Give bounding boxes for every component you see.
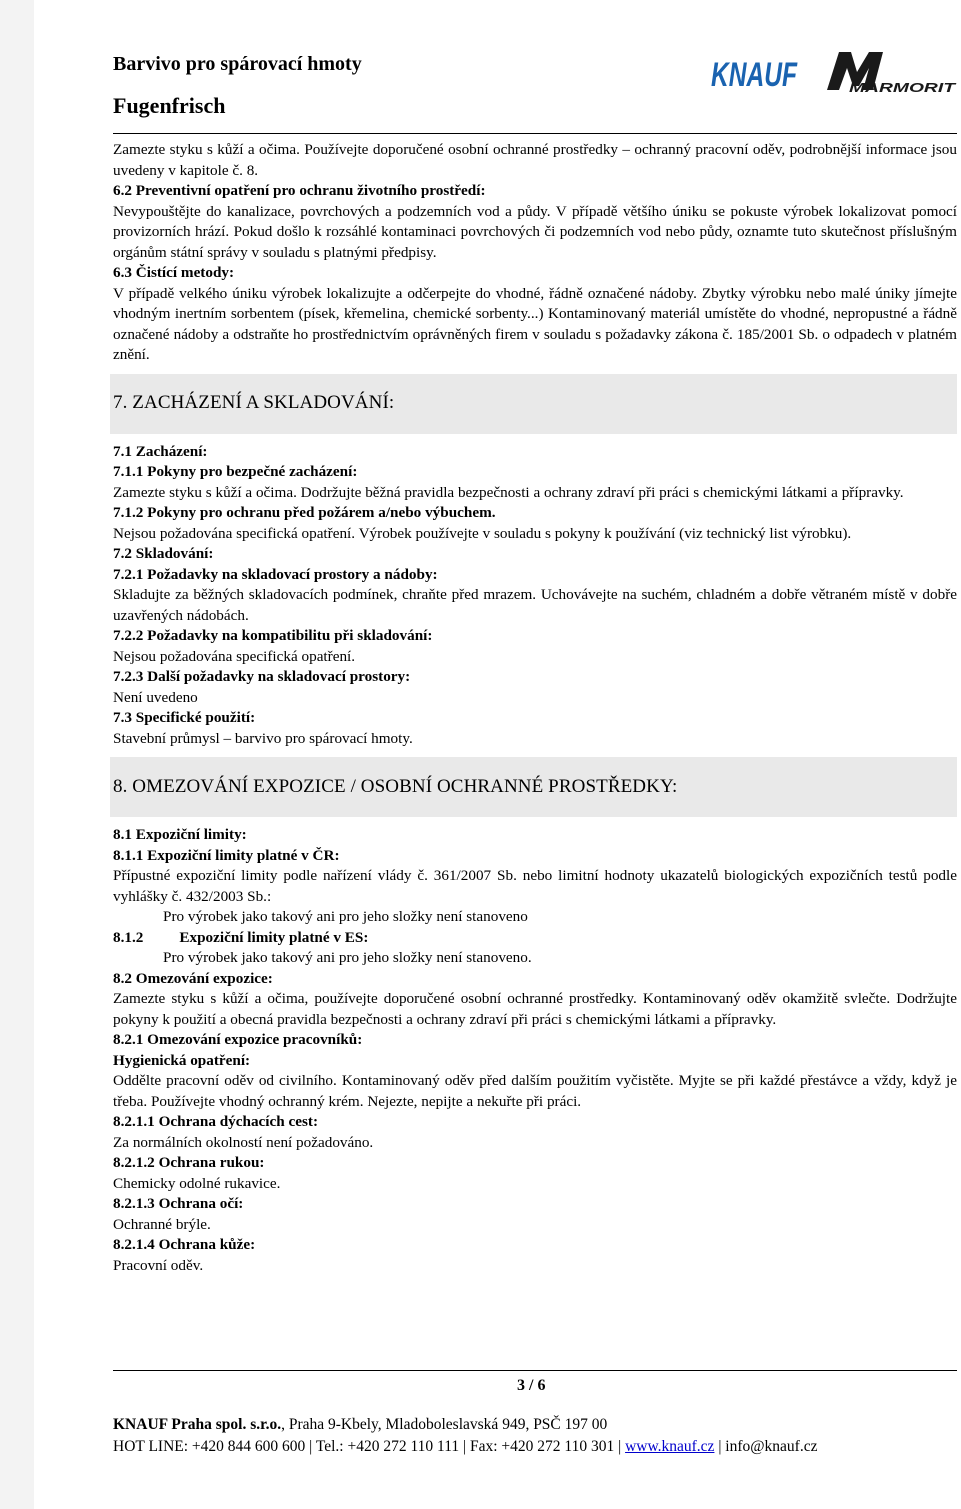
- subheading: 8.2.1.1 Ochrana dýchacích cest:: [113, 1113, 319, 1130]
- subheading: 8.2.1.4 Ochrana kůže:: [113, 1236, 256, 1253]
- paragraph: Stavební průmysl – barvivo pro spárovací hmoty.: [113, 729, 413, 747]
- section-heading-7: 7. ZACHÁZENÍ A SKLADOVÁNÍ:: [110, 374, 957, 434]
- subheading: 8.2 Omezování expozice:: [113, 969, 273, 987]
- paragraph: Přípustné expoziční limity podle nařízení vlády č. 361/2007 Sb. nebo limitní hodnoty ukazatelů biologických expozičních testů podle vyhlášky č. 432/2003 Sb.:: [113, 867, 957, 905]
- paragraph: Za normálních okolností není požadováno.: [113, 1133, 374, 1151]
- paragraph: Skladujte za běžných skladovacích podmínek, chraňte před mrazem. Uchovávejte na suchém, chladném a dobře větraném místě v dobře uzavřených nádobách.: [113, 586, 957, 624]
- subheading: 7.3 Specifické použití:: [113, 709, 256, 726]
- left-margin-strip: [0, 0, 34, 1509]
- subheading: 6.2 Preventivní opatření pro ochranu životního prostředí:: [113, 182, 486, 199]
- subheading: Hygienická opatření:: [113, 1051, 251, 1069]
- subheading: 8.1 Expoziční limity:: [113, 826, 247, 843]
- section-heading-8: 8. OMEZOVÁNÍ EXPOZICE / OSOBNÍ OCHRANNÉ PROSTŘEDKY:: [110, 757, 957, 817]
- subheading: [113, 928, 957, 949]
- subheading: 7.1.2 Pokyny pro ochranu před požárem a/nebo výbuchem.: [113, 504, 496, 521]
- page-number: 3 / 6: [517, 1377, 546, 1394]
- footer-company: KNAUF Praha spol. s.r.o.: [113, 1416, 282, 1433]
- footer-separator: |: [718, 1438, 722, 1455]
- header-divider: [113, 133, 957, 134]
- paragraph: Chemicky odolné rukavice.: [113, 1174, 281, 1192]
- indented-paragraph: Pro výrobek jako takový ani pro jeho složky není stanoveno: [163, 908, 528, 925]
- product-title: Barvivo pro spárovací hmoty: [113, 53, 362, 75]
- paragraph: V případě velkého úniku výrobek lokalizujte a odčerpejte do vhodné, řádně označené nádoby. Zbytky výrobku nebo malé úniky jímejte vhodným inertním sorbentem (písek, křemelina, chemické sorbenty...) Kontaminovaný materiál umístěte do vhodné, nepropustné a řádně označené nádoby a odstraňte ho prostřednictvím oprávněných firem v souladu s požadavky zákona č. 185/2001 Sb. o odpadech v platném znění.: [113, 284, 957, 363]
- subheading: 7.2.1 Požadavky na skladovací prostory a nádoby:: [113, 565, 438, 583]
- paragraph: Nejsou požadována specifická opatření.: [113, 647, 356, 665]
- footer-hotline: HOT LINE: +420 844 600 600 | Tel.: +420 272 110 111 | Fax: +420 272 110 301 |: [113, 1438, 622, 1455]
- paragraph: Nejsou požadována specifická opatření. Výrobek používejte v souladu s pokyny k používání (viz technický list výrobku).: [113, 524, 852, 542]
- subheading: 8.2.1.2 Ochrana rukou:: [113, 1154, 265, 1171]
- email-address[interactable]: info@knauf.cz: [725, 1438, 818, 1455]
- marmorit-logo-text: MARMORIT: [849, 80, 957, 95]
- paragraph: Není uvedeno: [113, 688, 198, 706]
- subheading: 7.2.2 Požadavky na kompatibilitu při skladování:: [113, 627, 433, 644]
- subheading-text: Expoziční limity platné v ES:: [179, 928, 369, 946]
- footer-address: [113, 1416, 607, 1434]
- paragraph: Zamezte styku s kůží a očima, používejte doporučené osobní ochranné prostředky. Kontaminovaný oděv okamžitě svlečte. Dodržujte pokyny k použití a obecná pravidla bezpečnosti a ochrany zdraví při práci s chemickými látkami a přípravky.: [113, 990, 957, 1028]
- knauf-logo-text: KNAUF: [711, 56, 798, 94]
- product-name: Fugenfrisch: [113, 93, 226, 118]
- paragraph: Pracovní oděv.: [113, 1256, 204, 1274]
- footer-address-text: , Praha 9-Kbely, Mladoboleslavská 949, PSČ 197 00: [281, 1416, 608, 1433]
- subheading: 7.2.3 Další požadavky na skladovací prostory:: [113, 668, 411, 685]
- subheading: 6.3 Čistící metody:: [113, 264, 235, 281]
- subheading: 7.2 Skladování:: [113, 545, 214, 562]
- paragraph: Zamezte styku s kůží a očima. Dodržujte běžná pravidla bezpečnosti a ochrany zdraví při práci s chemickými látkami a přípravky.: [113, 483, 904, 501]
- paragraph: Oddělte pracovní oděv od civilního. Kontaminovaný oděv před dalším použitím vyčistěte. Myjte se při každé přestávce a vždy, když je třeba. Používejte vhodný ochranný krém. Nejezte, nepijte a nekuřte při práci.: [113, 1072, 957, 1110]
- paragraph: Ochranné brýle.: [113, 1215, 211, 1233]
- knauf-logo: [709, 46, 799, 100]
- marmorit-logo: [821, 46, 961, 100]
- paragraph: Zamezte styku s kůží a očima. Používejte doporučené osobní ochranné prostředky – ochranný pracovní oděv, podrobnější informace jsou uvedeny v kapitole č. 8.: [113, 141, 957, 179]
- subheading: 7.1 Zacházení:: [113, 442, 208, 460]
- paragraph: Nevypouštějte do kanalizace, povrchových a podzemních vod a půdy. V případě většího úniku se pokuste výrobek lokalizovat pomocí provizorních hrází. Pokud došlo k rozsáhlé kontaminaci povrchových či podzemních vod nebo půdy, oznamte tuto skutečnost příslušným orgánům státní správy v souladu s platnými předpisy.: [113, 202, 957, 261]
- subheading: 8.1.1 Expoziční limity platné v ČR:: [113, 846, 340, 864]
- subheading-number: 8.1.2: [113, 928, 144, 946]
- website-link[interactable]: www.knauf.cz: [625, 1438, 715, 1455]
- subheading: 8.2.1 Omezování expozice pracovníků:: [113, 1031, 363, 1048]
- footer-contacts: [113, 1438, 817, 1456]
- document-body: [113, 140, 957, 1276]
- subheading: 7.1.1 Pokyny pro bezpečné zacházení:: [113, 463, 358, 480]
- footer-divider: [113, 1370, 957, 1371]
- indented-paragraph: Pro výrobek jako takový ani pro jeho složky není stanoveno.: [163, 949, 532, 966]
- subheading: 8.2.1.3 Ochrana očí:: [113, 1195, 244, 1212]
